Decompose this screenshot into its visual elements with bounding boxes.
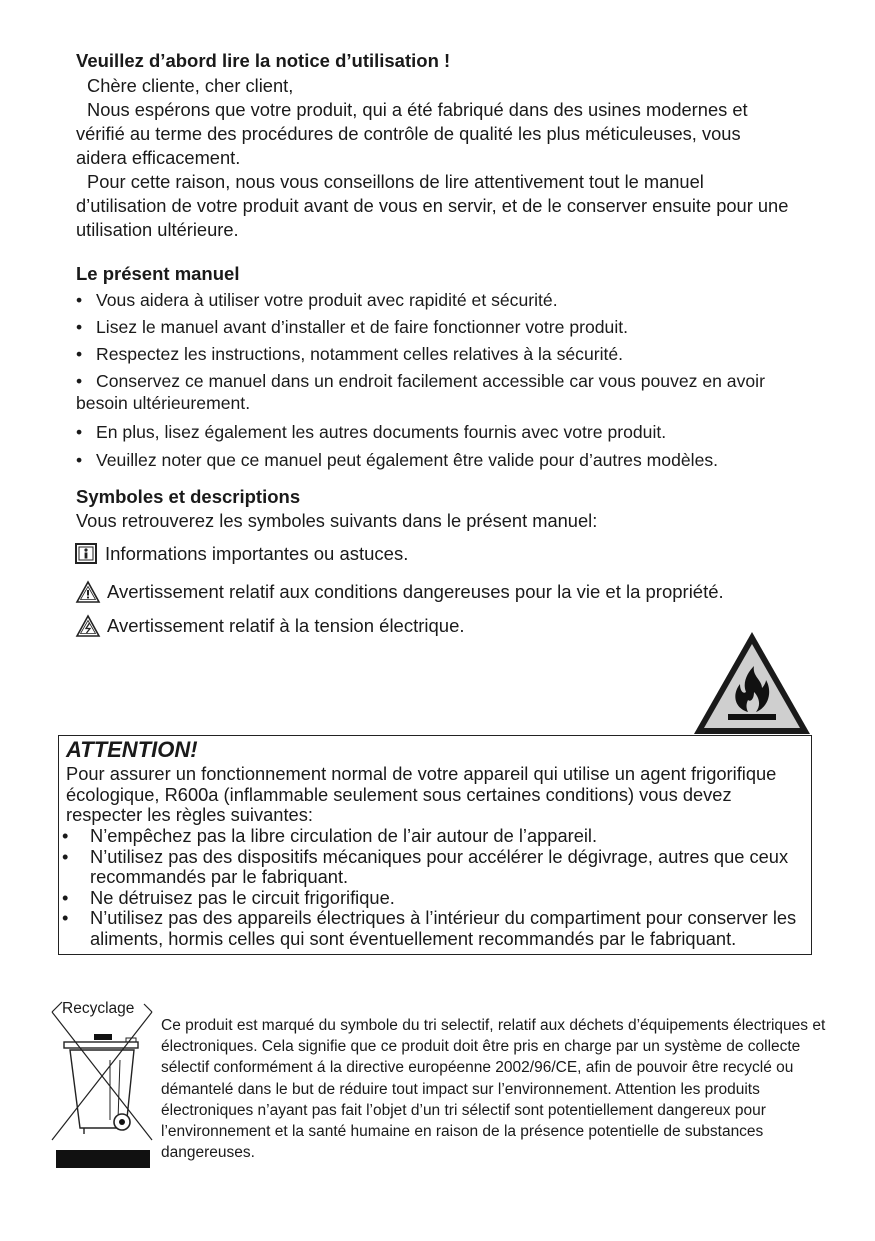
manual-bullet: • Vous aidera à utiliser votre produit avec rapidité et sécurité. bbox=[76, 290, 558, 310]
manual-bullet: • Veuillez noter que ce manuel peut également être valide pour d’autres modèles. bbox=[76, 450, 719, 470]
electric-warning-icon bbox=[75, 614, 101, 638]
symbol-row-electric bbox=[75, 614, 465, 638]
intro-heading: Veuillez d’abord lire la notice d’utilisation ! bbox=[76, 50, 451, 71]
intro-paragraph-2: Pour cette raison, nous vous conseillons de lire attentivement tout le manuel d’utilisation de votre produit avant de vous en servir, et de le conserver ensuite pour une utilisation ultérieure. bbox=[76, 171, 789, 241]
manual-bullet: • Lisez le manuel avant d’installer et de faire fonctionner votre produit. bbox=[76, 317, 629, 337]
recycling-text: Ce produit est marqué du symbole du tri selectif, relatif aux déchets d’équipements électriques et électroniques. Cela signifie que ce produit doit être pris en charge par un système de collecte sélectif conformément á la directive européenne 2002/96/CE, afin de pouvoir être recyclé ou démantelé dans le but de réduire tout impact sur l’environnement. Attention les produits électroniques n’ayant pas fait l’objet d’un tri sélectif sont potentiellement dangereux pour l’environnement et la santé humaine en raison de la présence potentielle de substances dangereuses. bbox=[161, 1017, 826, 1162]
warning-triangle-icon bbox=[75, 580, 101, 604]
attention-text: Pour assurer un fonctionnement normal de votre appareil qui utilise un agent frigorifique écologique, R600a (inflammable seulement sous certaines conditions) vous devez respecter les règles suivantes: bbox=[66, 763, 777, 826]
attention-list bbox=[60, 826, 812, 950]
greeting: Chère cliente, cher client, bbox=[87, 75, 294, 96]
manual-bullet: • Respectez les instructions, notamment celles relatives à la sécurité. bbox=[76, 344, 624, 364]
attention-title: ATTENTION! bbox=[66, 737, 198, 762]
crossed-bin-icon bbox=[50, 1000, 154, 1168]
attention-item: • N’utilisez pas des dispositifs mécaniques pour accélérer le dégivrage, autres que ceux recommandés par le fabriquant. bbox=[62, 845, 789, 888]
symbol-electric-text: Avertissement relatif à la tension électrique. bbox=[107, 615, 465, 636]
attention-item: • N’utilisez pas des appareils électriques à l’intérieur du compartiment pour conserver les aliments, hormis celles qui sont éventuellement recommandés par le fabriquant. bbox=[62, 907, 797, 949]
manual-bullet: • En plus, lisez également les autres documents fournis avec votre produit. bbox=[76, 422, 667, 442]
symbols-intro: Vous retrouverez les symboles suivants dans le présent manuel: bbox=[76, 510, 598, 531]
symbol-warning-text: Avertissement relatif aux conditions dangereuses pour la vie et la propriété. bbox=[107, 581, 724, 602]
attention-item: • Ne détruisez pas le circuit frigorifique. bbox=[62, 886, 395, 908]
flammable-warning-icon bbox=[692, 630, 812, 736]
symbol-row-info bbox=[75, 543, 408, 565]
recycling-label: Recyclage bbox=[62, 1000, 135, 1017]
intro-paragraph-1: Nous espérons que votre produit, qui a été fabriqué dans des usines modernes et vérifié au terme des procédures de contrôle de qualité les plus méticuleuses, vous aidera efficacement. bbox=[76, 99, 748, 169]
symbol-row-warning bbox=[75, 580, 724, 604]
symbol-info-text: Informations importantes ou astuces. bbox=[105, 543, 409, 564]
symbols-heading: Symboles et descriptions bbox=[76, 486, 301, 507]
manual-bullet: • Conservez ce manuel dans un endroit facilement accessible car vous pouvez en avoir besoin ultérieurement. bbox=[76, 371, 765, 413]
info-icon bbox=[75, 543, 99, 565]
manual-heading: Le présent manuel bbox=[76, 263, 240, 284]
attention-item: • N’empêchez pas la libre circulation de l’air autour de l’appareil. bbox=[62, 825, 598, 846]
